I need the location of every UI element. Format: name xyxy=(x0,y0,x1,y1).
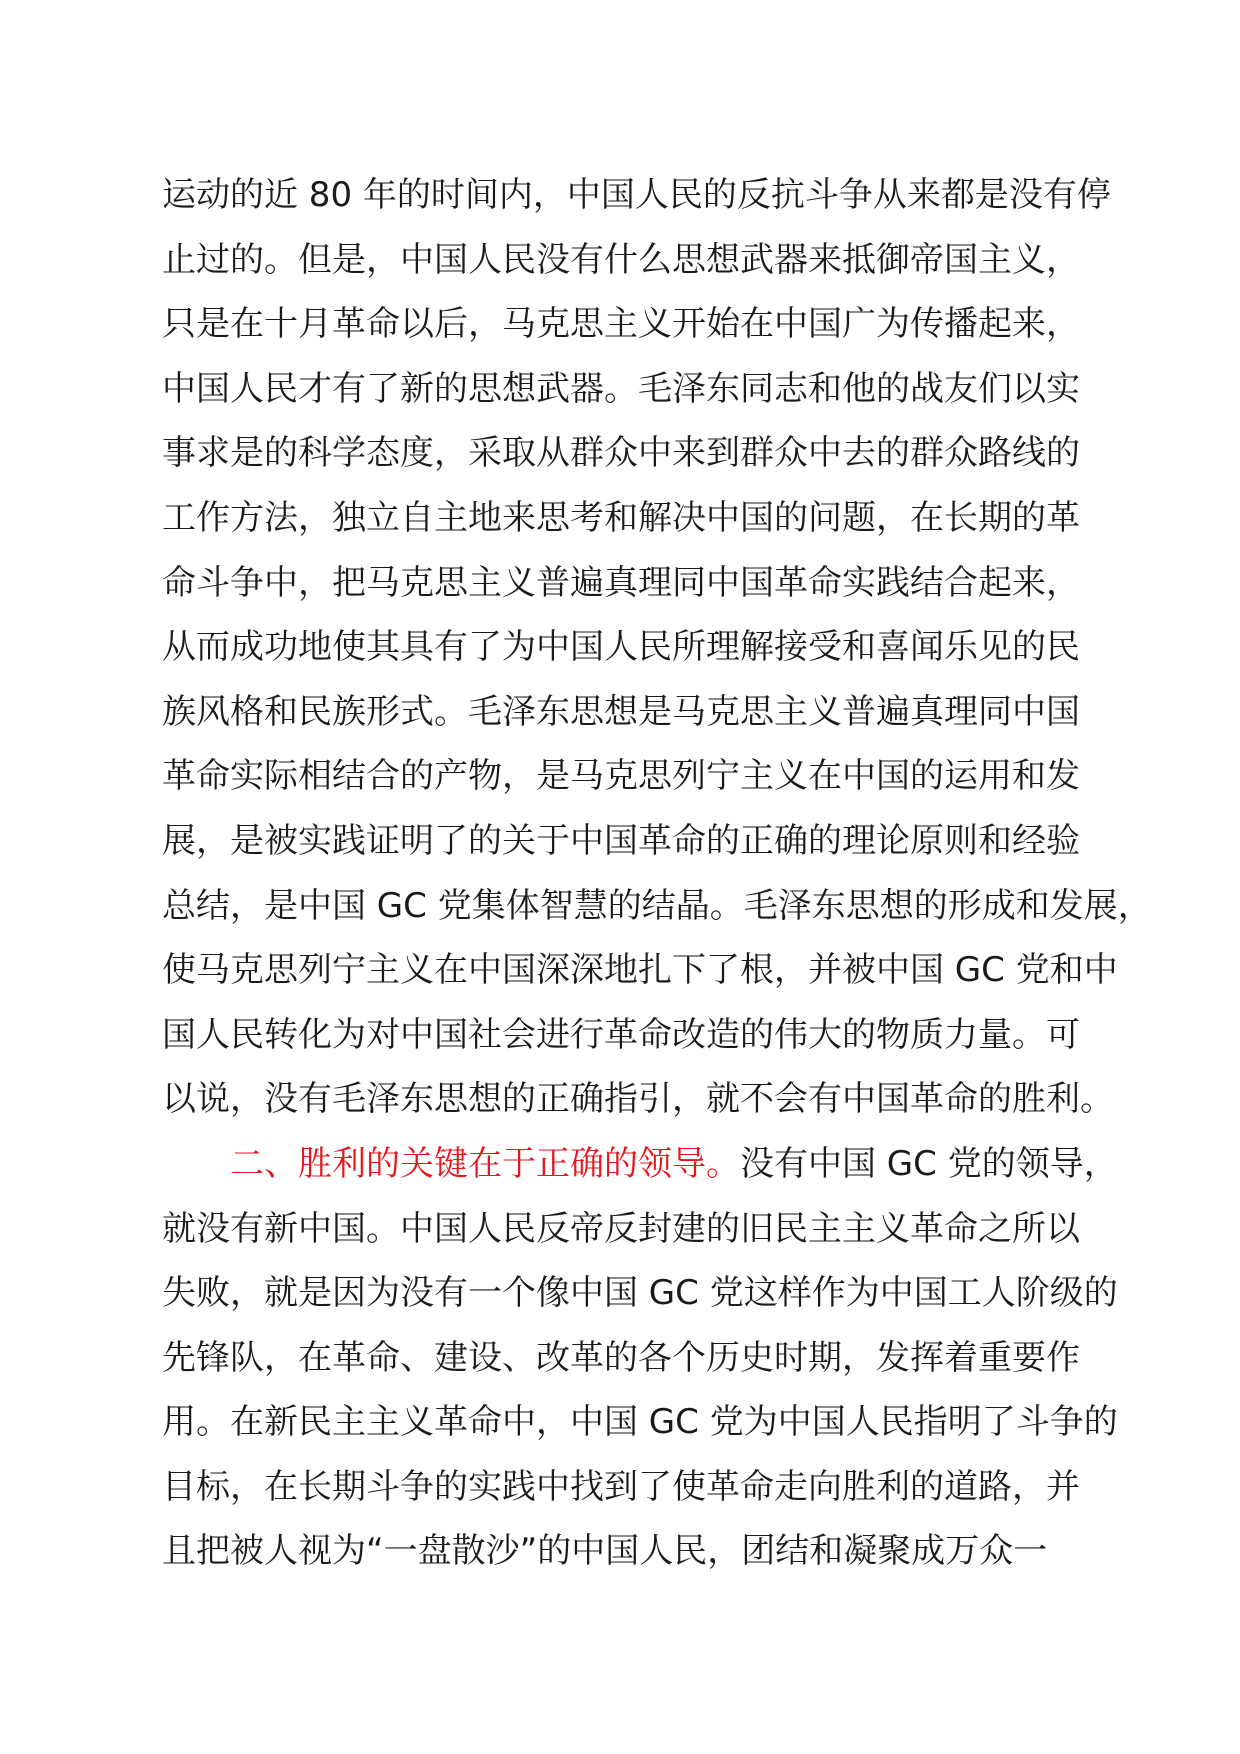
text-line: 只是在十月革命以后，马克思主义开始在中国广为传播起来， xyxy=(162,304,1080,345)
text-line: 展，是被实践证明了的关于中国革命的正确的理论原则和经验 xyxy=(162,820,1080,861)
text-line: 工作方法，独立自主地来思考和解决中国的问题，在长期的革 xyxy=(162,497,1080,538)
text-line: 目标，在长期斗争的实践中找到了使革命走向胜利的道路，并 xyxy=(162,1466,1080,1507)
paragraph xyxy=(162,163,1152,1132)
text-line: 国人民转化为对中国社会进行革命改造的伟大的物质力量。可 xyxy=(162,1014,1080,1055)
section-heading: 二、胜利的关键在于正确的领导。 xyxy=(230,1143,740,1184)
text-run: 没有中国 GC 党的领导， xyxy=(740,1143,1118,1184)
text-line: 族风格和民族形式。毛泽东思想是马克思主义普遍真理同中国 xyxy=(162,691,1080,732)
text-line: 止过的。但是，中国人民没有什么思想武器来抵御帝国主义， xyxy=(162,239,1080,280)
paragraph xyxy=(162,1132,1122,1584)
text-line: 以说，没有毛泽东思想的正确指引，就不会有中国革命的胜利。 xyxy=(162,1079,1114,1120)
text-line: 先锋队，在革命、建设、改革的各个历史时期，发挥着重要作 xyxy=(162,1337,1080,1378)
text-line: 运动的近 80 年的时间内，中国人民的反抗斗争从来都是没有停 xyxy=(162,175,1111,215)
text-line: 失败，就是因为没有一个像中国 GC 党这样作为中国工人阶级的 xyxy=(162,1273,1118,1314)
text-line: 就没有新中国。中国人民反帝反封建的旧民主主义革命之所以 xyxy=(162,1208,1080,1249)
text-line: 且把被人视为“一盘散沙”的中国人民，团结和凝聚成万众一 xyxy=(162,1531,1048,1572)
text-line: 从而成功地使其具有了为中国人民所理解接受和喜闻乐见的民 xyxy=(162,627,1080,668)
body-text xyxy=(162,163,1152,1584)
text-line xyxy=(162,1132,1122,1197)
text-line: 事求是的科学态度，采取从群众中来到群众中去的群众路线的 xyxy=(162,433,1080,474)
text-line: 用。在新民主主义革命中，中国 GC 党为中国人民指明了斗争的 xyxy=(162,1402,1118,1443)
text-line: 使马克思列宁主义在中国深深地扎下了根，并被中国 GC 党和中 xyxy=(162,950,1118,991)
text-line: 总结，是中国 GC 党集体智慧的结晶。毛泽东思想的形成和发展， xyxy=(162,885,1152,926)
text-line: 中国人民才有了新的思想武器。毛泽东同志和他的战友们以实 xyxy=(162,368,1080,409)
text-line: 命斗争中，把马克思主义普遍真理同中国革命实践结合起来， xyxy=(162,562,1080,603)
text-line: 革命实际相结合的产物，是马克思列宁主义在中国的运用和发 xyxy=(162,756,1080,797)
